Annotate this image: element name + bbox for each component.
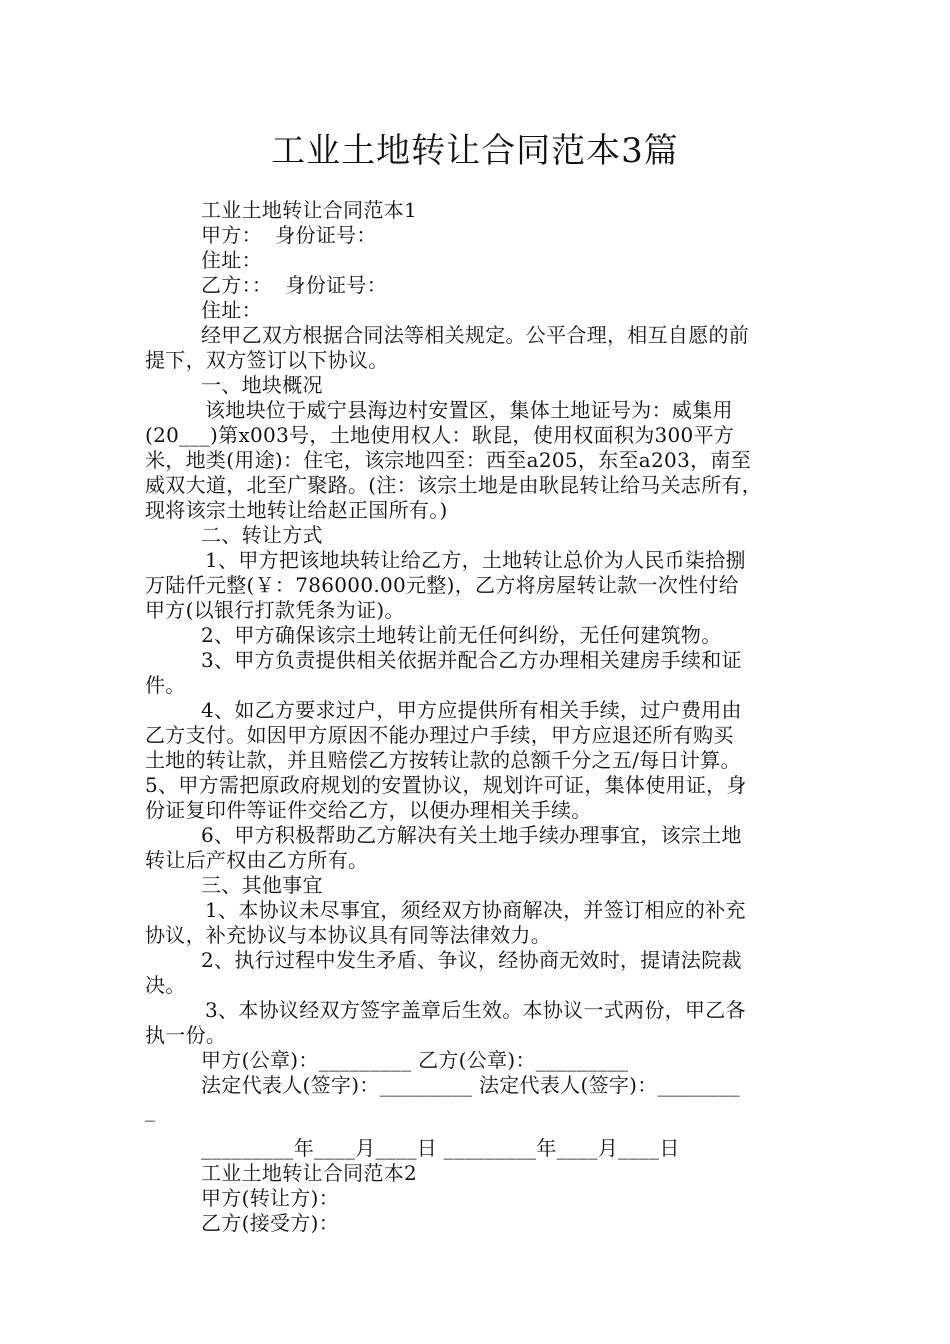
clause-line: 件。 [145,673,186,697]
paragraph-line: 经甲乙双方根据合同法等相关规定。公平合理，相互自愿的前 [201,323,750,347]
paragraph-line: 提下，双方签订以下协议。 [145,348,389,372]
clause-line: 2、甲方确保该宗土地转让前无任何纠纷，无任何建筑物。 [201,623,722,647]
section-heading: 工业土地转让合同范本2 [201,1161,418,1185]
clause-line: 3、甲方负责提供相关依据并配合乙方办理相关建房手续和证 [201,648,742,672]
paragraph-line: (20___)第x003号，土地使用权人：耿昆，使用权面积为300平方 [145,423,735,447]
paragraph-line: 米，地类(用途)：住宅，该宗地四至：西至a205，东至a203，南至 [145,448,751,472]
clause-line: 份证复印件等证件交给乙方，以便办理相关手续。 [145,798,592,822]
section-heading: 二、转让方式 [201,523,323,547]
party-a-line: 甲方(转让方)： [201,1186,340,1210]
seal-line: 甲方(公章)：_________ 乙方(公章)：_________ [201,1048,629,1072]
party-a-line: 甲方： 身份证号： [201,223,377,247]
section-heading: 一、地块概况 [201,373,323,397]
document-body [145,198,815,1236]
address-line: 住址： [201,298,262,322]
date-line: _________年____月____日 _________年____月____日 [201,1136,680,1160]
section-heading: 三、其他事宜 [201,873,323,897]
clause-line: 转让后产权由乙方所有。 [145,848,369,872]
paragraph-line: 现将该宗土地转让给赵正国所有。) [145,498,448,522]
spacer [145,1123,815,1136]
clause-line: 决。 [145,973,186,997]
clause-line: 1、本协议未尽事宜，须经双方协商解决，并签订相应的补充 [205,898,746,922]
signature-line-overflow: _ [145,1098,156,1122]
clause-line: 甲方(以银行打款凭条为证)。 [145,598,405,622]
party-b-line: 乙方(接受方)： [201,1211,340,1235]
clause-line: 土地的转让款，并且赔偿乙方按转让款的总额千分之五/每日计算。 [145,748,741,772]
signature-line: 法定代表人(签字)：_________ 法定代表人(签字)：________ [201,1073,740,1097]
clause-line: 4、如乙方要求过户，甲方应提供所有相关手续，过户费用由 [201,698,742,722]
paragraph-line: 威双大道，北至广聚路。(注：该宗土地是由耿昆转让给马关志所有， [145,473,763,497]
clause-line: 2、执行过程中发生矛盾、争议，经协商无效时，提请法院裁 [201,948,742,972]
clause-line: 乙方支付。如因甲方原因不能办理过户手续，甲方应退还所有购买 [145,723,734,747]
clause-line: 5、甲方需把原政府规划的安置协议，规划许可证，集体使用证，身 [145,773,747,797]
document-title: 工业土地转让合同范本3篇 [271,131,679,171]
clause-line: 6、甲方积极帮助乙方解决有关土地手续办理事宜，该宗土地 [201,823,742,847]
clause-line: 执一份。 [145,1023,227,1047]
paragraph-line: 该地块位于威宁县海边村安置区，集体土地证号为：威集用 [205,398,733,422]
clause-line: 万陆仟元整(￥：786000.00元整)，乙方将房屋转让款一次性付给 [145,573,739,597]
section-heading: 工业土地转让合同范本1 [201,198,418,222]
clause-line: 协议，补充协议与本协议具有同等法律效力。 [145,923,551,947]
clause-line: 1、甲方把该地块转让给乙方，土地转让总价为人民币柒拾捌 [205,548,746,572]
address-line: 住址： [201,248,262,272]
clause-line: 3、本协议经双方签字盖章后生效。本协议一式两份，甲乙各 [205,998,746,1022]
party-b-line: 乙方：： 身份证号： [201,273,388,297]
